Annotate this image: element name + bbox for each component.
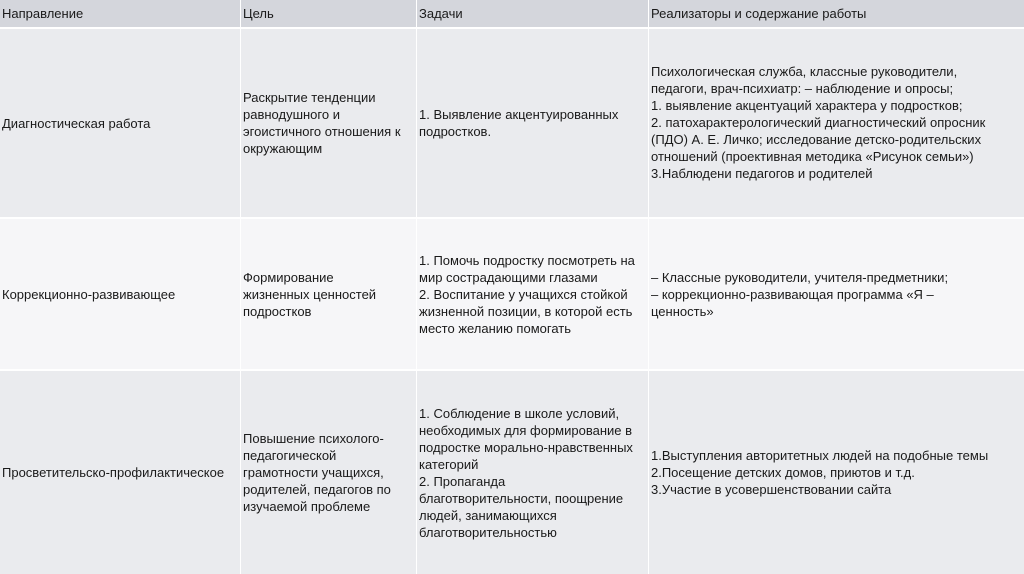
row-direction: Просветительско-профилактическое	[2, 465, 225, 480]
column-divider	[416, 0, 417, 574]
column-divider	[648, 0, 649, 574]
header-tasks: Задачи	[419, 6, 463, 21]
header-direction: Направление	[2, 6, 84, 21]
row-direction: Диагностическая работа	[2, 115, 151, 131]
row-goal: Повышение психолого- педагогической грамотности учащихся, родителей, педагогов по изучаемой проблеме	[243, 431, 391, 514]
row-goal: Формирование жизненных ценностей подростков	[243, 269, 377, 319]
row-goal: Раскрытие тенденции равнодушного и эгоистичного отношения к окружающим	[243, 90, 401, 156]
row-direction: Коррекционно-развивающее	[2, 286, 176, 302]
row-implementers: Психологическая служба, классные руководители, педагоги, врач-психиатр: – наблюдение и опросы; 1. выявление акцентуаций характера у подростков; 2. патохарактерологический диагностический опросник (ПДО) А. Е. Личко; исследование детско-родительских отношений (проективная методика «Рисунок семьи») 3.Наблюдени педагогов и родителей	[651, 64, 986, 181]
row-tasks: 1. Помочь подростку посмотреть на мир сострадающими глазами 2. Воспитание у учащихся стойкой жизненной позиции, в которой есть место желанию помогать	[419, 252, 635, 336]
table-row	[0, 29, 1024, 217]
row-tasks: 1. Соблюдение в школе условий, необходимых для формирование в подростке морально-нравственных категорий 2. Пропаганда благотворительности, поощрение людей, занимающихся благотворительностью	[419, 405, 633, 540]
header-implementers: Реализаторы и содержание работы	[651, 6, 867, 21]
table-row	[0, 219, 1024, 369]
row-implementers: – Классные руководители, учителя-предметники; – коррекционно-развивающая программа «Я – ценность»	[651, 269, 949, 319]
row-implementers: 1.Выступления авторитетных людей на подобные темы 2.Посещение детских домов, приютов и т.д. 3.Участие в усовершенствовании сайта	[651, 448, 989, 497]
row-tasks: 1. Выявление акцентуированных подростков.	[419, 107, 619, 139]
column-divider	[240, 0, 241, 574]
table-row	[0, 371, 1024, 574]
header-goal: Цель	[243, 6, 274, 21]
table-header-row	[0, 0, 1024, 27]
